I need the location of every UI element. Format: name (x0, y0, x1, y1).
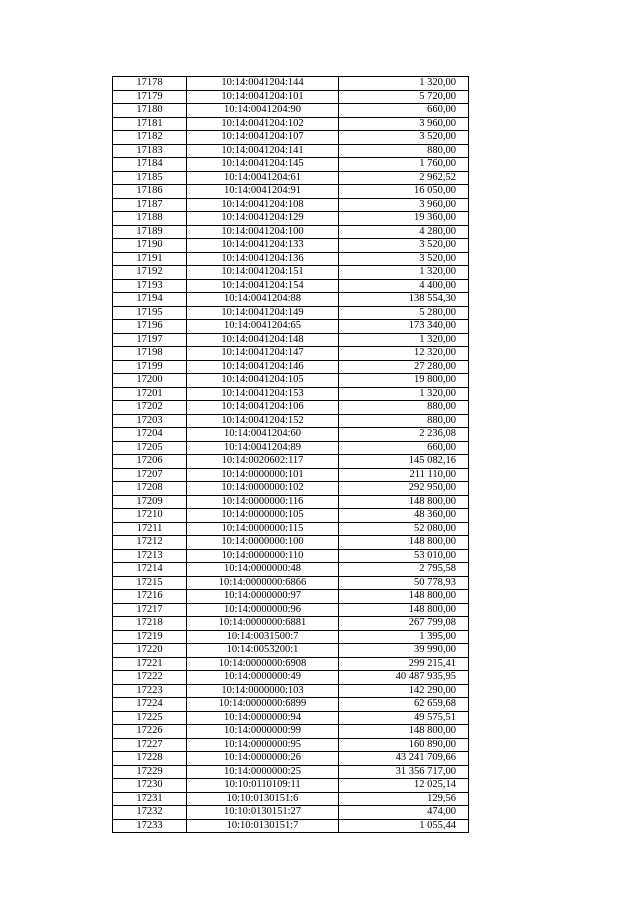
row-number-cell: 17211 (113, 522, 187, 536)
cadastral-number-cell: 10:14:0041204:141 (187, 144, 339, 158)
cadastral-number-cell: 10:14:0000000:100 (187, 536, 339, 550)
value-cell: 49 575,51 (339, 711, 469, 725)
value-cell: 3 960,00 (339, 198, 469, 212)
table-row (113, 306, 469, 320)
row-number-cell: 17187 (113, 198, 187, 212)
table-row (113, 212, 469, 226)
value-cell: 1 760,00 (339, 158, 469, 172)
cadastral-number-cell: 10:10:0130151:27 (187, 806, 339, 820)
cadastral-number-cell: 10:14:0000000:26 (187, 752, 339, 766)
table-row (113, 522, 469, 536)
row-number-cell: 17213 (113, 549, 187, 563)
row-number-cell: 17229 (113, 765, 187, 779)
table-row (113, 252, 469, 266)
value-cell: 2 236,08 (339, 428, 469, 442)
value-cell: 880,00 (339, 144, 469, 158)
row-number-cell: 17195 (113, 306, 187, 320)
row-number-cell: 17222 (113, 671, 187, 685)
row-number-cell: 17221 (113, 657, 187, 671)
table-row (113, 225, 469, 239)
cadastral-number-cell: 10:14:0041204:148 (187, 333, 339, 347)
table-row (113, 401, 469, 415)
cadastral-number-cell: 10:14:0041204:101 (187, 90, 339, 104)
cadastral-number-cell: 10:14:0000000:103 (187, 684, 339, 698)
cadastral-number-cell: 10:14:0041204:106 (187, 401, 339, 415)
table-row (113, 792, 469, 806)
cadastral-number-cell: 10:14:0041204:108 (187, 198, 339, 212)
cadastral-number-cell: 10:14:0000000:6899 (187, 698, 339, 712)
value-cell: 3 520,00 (339, 252, 469, 266)
table-row (113, 657, 469, 671)
value-cell: 2 795,58 (339, 563, 469, 577)
row-number-cell: 17186 (113, 185, 187, 199)
row-number-cell: 17209 (113, 495, 187, 509)
cadastral-number-cell: 10:14:0041204:151 (187, 266, 339, 280)
row-number-cell: 17178 (113, 77, 187, 91)
row-number-cell: 17207 (113, 468, 187, 482)
value-cell: 1 320,00 (339, 387, 469, 401)
row-number-cell: 17196 (113, 320, 187, 334)
cadastral-number-cell: 10:14:0041204:146 (187, 360, 339, 374)
value-cell: 50 778,93 (339, 576, 469, 590)
table-row (113, 711, 469, 725)
cadastral-number-cell: 10:14:0031500:7 (187, 630, 339, 644)
row-number-cell: 17232 (113, 806, 187, 820)
cadastral-number-cell: 10:14:0053200:1 (187, 644, 339, 658)
cadastral-number-cell: 10:14:0041204:133 (187, 239, 339, 253)
value-cell: 1 320,00 (339, 333, 469, 347)
cadastral-number-cell: 10:14:0000000:105 (187, 509, 339, 523)
cadastral-number-cell: 10:14:0000000:102 (187, 482, 339, 496)
value-cell: 3 520,00 (339, 131, 469, 145)
cadastral-number-cell: 10:14:0000000:6866 (187, 576, 339, 590)
row-number-cell: 17188 (113, 212, 187, 226)
table-row (113, 266, 469, 280)
table-row (113, 752, 469, 766)
table-row (113, 293, 469, 307)
cadastral-number-cell: 10:14:0041204:91 (187, 185, 339, 199)
value-cell: 62 659,68 (339, 698, 469, 712)
value-cell: 16 050,00 (339, 185, 469, 199)
table-row (113, 185, 469, 199)
cadastral-number-cell: 10:14:0041204:154 (187, 279, 339, 293)
row-number-cell: 17205 (113, 441, 187, 455)
row-number-cell: 17218 (113, 617, 187, 631)
table-row (113, 131, 469, 145)
value-cell: 3 520,00 (339, 239, 469, 253)
table-row (113, 239, 469, 253)
cadastral-number-cell: 10:10:0130151:7 (187, 819, 339, 833)
cadastral-number-cell: 10:14:0000000:6908 (187, 657, 339, 671)
table-row (113, 117, 469, 131)
row-number-cell: 17189 (113, 225, 187, 239)
row-number-cell: 17214 (113, 563, 187, 577)
cadastral-number-cell: 10:14:0041204:61 (187, 171, 339, 185)
table-row (113, 482, 469, 496)
table-row (113, 171, 469, 185)
cadastral-number-cell: 10:14:0000000:6881 (187, 617, 339, 631)
table-row (113, 806, 469, 820)
value-cell: 1 395,00 (339, 630, 469, 644)
row-number-cell: 17220 (113, 644, 187, 658)
table-row (113, 495, 469, 509)
row-number-cell: 17224 (113, 698, 187, 712)
cadastral-number-cell: 10:14:0000000:115 (187, 522, 339, 536)
value-cell: 148 800,00 (339, 603, 469, 617)
value-cell: 148 800,00 (339, 725, 469, 739)
row-number-cell: 17199 (113, 360, 187, 374)
row-number-cell: 17206 (113, 455, 187, 469)
table-body (113, 77, 469, 833)
value-cell: 52 080,00 (339, 522, 469, 536)
row-number-cell: 17183 (113, 144, 187, 158)
cadastral-number-cell: 10:14:0000000:94 (187, 711, 339, 725)
value-cell: 142 290,00 (339, 684, 469, 698)
cadastral-number-cell: 10:14:0041204:102 (187, 117, 339, 131)
table-row (113, 509, 469, 523)
row-number-cell: 17202 (113, 401, 187, 415)
row-number-cell: 17225 (113, 711, 187, 725)
cadastral-number-cell: 10:14:0041204:136 (187, 252, 339, 266)
row-number-cell: 17200 (113, 374, 187, 388)
cadastral-number-cell: 10:14:0000000:49 (187, 671, 339, 685)
value-cell: 660,00 (339, 104, 469, 118)
cadastral-number-cell: 10:14:0041204:107 (187, 131, 339, 145)
table-row (113, 347, 469, 361)
cadastral-number-cell: 10:14:0041204:129 (187, 212, 339, 226)
table-row (113, 549, 469, 563)
row-number-cell: 17181 (113, 117, 187, 131)
cadastral-number-cell: 10:10:0130151:6 (187, 792, 339, 806)
cadastral-number-cell: 10:14:0041204:152 (187, 414, 339, 428)
cadastral-number-cell: 10:14:0000000:95 (187, 738, 339, 752)
cadastral-number-cell: 10:14:0000000:101 (187, 468, 339, 482)
value-cell: 19 800,00 (339, 374, 469, 388)
cadastral-number-cell: 10:14:0000000:48 (187, 563, 339, 577)
table-row (113, 360, 469, 374)
table-row (113, 104, 469, 118)
cadastral-number-cell: 10:14:0000000:99 (187, 725, 339, 739)
value-cell: 5 280,00 (339, 306, 469, 320)
table-row (113, 77, 469, 91)
row-number-cell: 17208 (113, 482, 187, 496)
table-row (113, 644, 469, 658)
table-row (113, 590, 469, 604)
value-cell: 1 055,44 (339, 819, 469, 833)
value-cell: 27 280,00 (339, 360, 469, 374)
cadastral-number-cell: 10:14:0020602:117 (187, 455, 339, 469)
value-cell: 39 990,00 (339, 644, 469, 658)
table-row (113, 563, 469, 577)
value-cell: 12 025,14 (339, 779, 469, 793)
value-cell: 129,56 (339, 792, 469, 806)
row-number-cell: 17180 (113, 104, 187, 118)
table-row (113, 630, 469, 644)
row-number-cell: 17231 (113, 792, 187, 806)
table-row (113, 90, 469, 104)
table-row (113, 779, 469, 793)
row-number-cell: 17210 (113, 509, 187, 523)
value-cell: 48 360,00 (339, 509, 469, 523)
table-row (113, 617, 469, 631)
value-cell: 12 320,00 (339, 347, 469, 361)
cadastral-value-table (112, 76, 469, 833)
row-number-cell: 17233 (113, 819, 187, 833)
table-row (113, 158, 469, 172)
row-number-cell: 17197 (113, 333, 187, 347)
cadastral-number-cell: 10:14:0041204:147 (187, 347, 339, 361)
value-cell: 160 890,00 (339, 738, 469, 752)
value-cell: 40 487 935,95 (339, 671, 469, 685)
value-cell: 53 010,00 (339, 549, 469, 563)
row-number-cell: 17230 (113, 779, 187, 793)
table-row (113, 738, 469, 752)
cadastral-number-cell: 10:14:0000000:116 (187, 495, 339, 509)
value-cell: 43 241 709,66 (339, 752, 469, 766)
value-cell: 292 950,00 (339, 482, 469, 496)
value-cell: 474,00 (339, 806, 469, 820)
cadastral-number-cell: 10:14:0041204:88 (187, 293, 339, 307)
cadastral-number-cell: 10:14:0000000:25 (187, 765, 339, 779)
table-row (113, 684, 469, 698)
value-cell: 148 800,00 (339, 536, 469, 550)
value-cell: 880,00 (339, 401, 469, 415)
value-cell: 145 082,16 (339, 455, 469, 469)
row-number-cell: 17223 (113, 684, 187, 698)
row-number-cell: 17228 (113, 752, 187, 766)
table-row (113, 320, 469, 334)
table-row (113, 279, 469, 293)
value-cell: 4 400,00 (339, 279, 469, 293)
cadastral-number-cell: 10:14:0041204:89 (187, 441, 339, 455)
cadastral-number-cell: 10:14:0041204:105 (187, 374, 339, 388)
row-number-cell: 17204 (113, 428, 187, 442)
row-number-cell: 17191 (113, 252, 187, 266)
value-cell: 148 800,00 (339, 590, 469, 604)
cadastral-number-cell: 10:14:0041204:100 (187, 225, 339, 239)
cadastral-number-cell: 10:14:0041204:90 (187, 104, 339, 118)
value-cell: 2 962,52 (339, 171, 469, 185)
row-number-cell: 17185 (113, 171, 187, 185)
cadastral-number-cell: 10:14:0041204:145 (187, 158, 339, 172)
row-number-cell: 17190 (113, 239, 187, 253)
value-cell: 148 800,00 (339, 495, 469, 509)
table-row (113, 428, 469, 442)
cadastral-number-cell: 10:10:0110109:11 (187, 779, 339, 793)
table-row (113, 441, 469, 455)
table-row (113, 455, 469, 469)
value-cell: 31 356 717,00 (339, 765, 469, 779)
table-row (113, 198, 469, 212)
value-cell: 299 215,41 (339, 657, 469, 671)
row-number-cell: 17215 (113, 576, 187, 590)
row-number-cell: 17201 (113, 387, 187, 401)
row-number-cell: 17203 (113, 414, 187, 428)
row-number-cell: 17217 (113, 603, 187, 617)
table-row (113, 819, 469, 833)
table-row (113, 144, 469, 158)
value-cell: 173 340,00 (339, 320, 469, 334)
table-row (113, 333, 469, 347)
row-number-cell: 17184 (113, 158, 187, 172)
row-number-cell: 17198 (113, 347, 187, 361)
table-row (113, 725, 469, 739)
value-cell: 4 280,00 (339, 225, 469, 239)
row-number-cell: 17182 (113, 131, 187, 145)
row-number-cell: 17194 (113, 293, 187, 307)
value-cell: 660,00 (339, 441, 469, 455)
row-number-cell: 17212 (113, 536, 187, 550)
row-number-cell: 17219 (113, 630, 187, 644)
table-row (113, 536, 469, 550)
table-row (113, 468, 469, 482)
row-number-cell: 17179 (113, 90, 187, 104)
table-row (113, 698, 469, 712)
cadastral-number-cell: 10:14:0041204:65 (187, 320, 339, 334)
value-cell: 211 110,00 (339, 468, 469, 482)
cadastral-number-cell: 10:14:0041204:149 (187, 306, 339, 320)
table-row (113, 374, 469, 388)
value-cell: 3 960,00 (339, 117, 469, 131)
cadastral-number-cell: 10:14:0000000:96 (187, 603, 339, 617)
cadastral-number-cell: 10:14:0041204:144 (187, 77, 339, 91)
row-number-cell: 17192 (113, 266, 187, 280)
cadastral-number-cell: 10:14:0000000:110 (187, 549, 339, 563)
value-cell: 19 360,00 (339, 212, 469, 226)
value-cell: 880,00 (339, 414, 469, 428)
table-row (113, 387, 469, 401)
value-cell: 138 554,30 (339, 293, 469, 307)
row-number-cell: 17227 (113, 738, 187, 752)
row-number-cell: 17226 (113, 725, 187, 739)
table-row (113, 765, 469, 779)
row-number-cell: 17193 (113, 279, 187, 293)
table-row (113, 671, 469, 685)
row-number-cell: 17216 (113, 590, 187, 604)
value-cell: 1 320,00 (339, 266, 469, 280)
table-row (113, 414, 469, 428)
value-cell: 1 320,00 (339, 77, 469, 91)
cadastral-number-cell: 10:14:0041204:153 (187, 387, 339, 401)
cadastral-number-cell: 10:14:0041204:60 (187, 428, 339, 442)
table-row (113, 576, 469, 590)
value-cell: 267 799,08 (339, 617, 469, 631)
value-cell: 5 720,00 (339, 90, 469, 104)
cadastral-number-cell: 10:14:0000000:97 (187, 590, 339, 604)
table-row (113, 603, 469, 617)
